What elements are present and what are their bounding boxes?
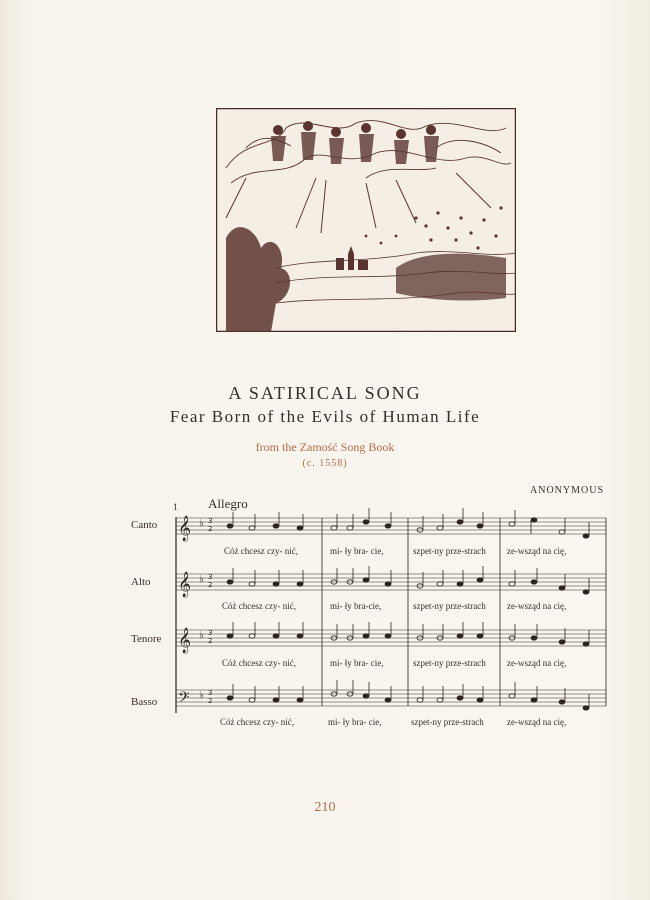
svg-text:2: 2 (208, 697, 213, 705)
lyric-alto-3: szpet-ny prze-strach (413, 601, 486, 611)
svg-text:♭: ♭ (199, 690, 204, 701)
lyric-basso-2: mi- ły bra- cie, (328, 717, 382, 727)
lyric-canto-1: Cóż chcesz czy- nić, (224, 546, 298, 556)
svg-text:3: 3 (208, 517, 213, 525)
treble-clef-icon: 𝄞 (178, 516, 192, 541)
lyric-basso-3: szpet-ny prze-strach (411, 717, 484, 727)
treble-clef-icon: 𝄞 (178, 572, 192, 597)
song-title: A SATIRICAL SONG (228, 383, 422, 403)
lyric-tenore-3: szpet-ny prze-strach (413, 658, 486, 668)
svg-text:3: 3 (208, 689, 213, 697)
lyric-alto-4: ze-wsząd na cię, (507, 601, 567, 611)
svg-text:2: 2 (208, 525, 213, 533)
lyric-tenore-1: Cóż chcesz czy- nić, (222, 658, 296, 668)
svg-text:3: 3 (208, 629, 213, 637)
song-date: (c. 1558) (302, 458, 348, 469)
lyric-alto-1: Cóż chcesz czy- nić, (222, 601, 296, 611)
svg-text:♭: ♭ (199, 574, 204, 585)
lyric-alto-2: mi- ły bra-cie, (330, 601, 382, 611)
lyric-tenore-4: ze-wsząd na cię, (507, 658, 567, 668)
treble-clef-icon: 𝄞 (178, 628, 192, 653)
svg-text:♭: ♭ (199, 518, 204, 529)
lyric-tenore-2: mi- ły bra- cie, (330, 658, 384, 668)
voice-label-alto: Alto (131, 576, 151, 588)
bass-clef-icon: 𝄢 (178, 689, 190, 710)
voice-label-tenore: Tenore (131, 633, 162, 645)
song-subtitle: Fear Born of the Evils of Human Life (169, 407, 481, 426)
lyric-basso-4: ze-wsząd na cię, (507, 717, 567, 727)
svg-text:3: 3 (208, 573, 213, 581)
composer-credit: ANONYMOUS (530, 485, 605, 496)
page-number: 210 (314, 800, 336, 815)
tempo-marking: Allegro (208, 496, 248, 511)
measure-number: 1 (173, 503, 179, 512)
lyric-canto-4: ze-wsząd na cię, (507, 546, 567, 556)
lyric-canto-2: mi- ły bra- cie, (330, 546, 384, 556)
svg-text:2: 2 (208, 637, 213, 645)
voice-label-canto: Canto (131, 519, 158, 531)
svg-text:♭: ♭ (199, 630, 204, 641)
lyric-canto-3: szpet-ny prze-strach (413, 546, 486, 556)
lyric-basso-1: Cóż chcesz czy- nić, (220, 717, 294, 727)
song-source: from the Zamość Song Book (255, 440, 395, 454)
svg-text:2: 2 (208, 581, 213, 589)
voice-label-basso: Basso (131, 696, 158, 708)
